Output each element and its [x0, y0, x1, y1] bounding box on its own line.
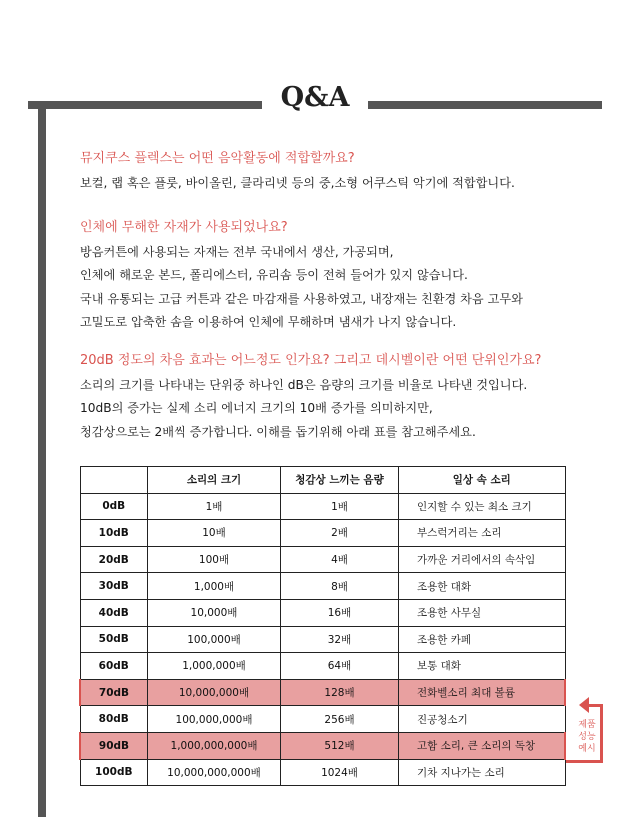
table-row [80, 493, 565, 520]
cell-example: 조용한 대화 [399, 573, 566, 600]
answer-line: 보컬, 랩 혹은 플룻, 바이올린, 클라리넷 등의 중,소형 어쿠스틱 악기에 적합합니다. [80, 176, 515, 190]
cell-example: 보통 대화 [399, 653, 566, 680]
cell-ratio: 100,000배 [148, 626, 281, 653]
qa-block-3 [80, 352, 610, 444]
cell-level: 40dB [80, 599, 148, 626]
page-title: Q&A [280, 82, 350, 113]
note-line: 예시 [578, 744, 596, 754]
annotation-bracket-bottom [566, 760, 603, 763]
annotation-arrow-icon [579, 697, 589, 713]
answer-1 [80, 172, 610, 195]
cell-ratio: 100,000,000배 [148, 706, 281, 733]
cell-ratio: 100배 [148, 546, 281, 573]
cell-example: 가까운 거리에서의 속삭임 [399, 546, 566, 573]
answer-line: 인체에 해로운 본드, 폴리에스터, 유리솜 등이 전혀 들어가 있지 않습니다. [80, 268, 468, 283]
cell-level: 100dB [80, 759, 148, 786]
cell-level: 90dB [80, 732, 148, 759]
cell-example: 인지할 수 있는 최소 크기 [399, 493, 566, 520]
answer-line: 고밀도로 압축한 솜을 이용하여 인체에 무해하며 냄새가 나지 않습니다. [80, 314, 457, 329]
answer-line: 국내 유통되는 고급 커튼과 같은 마감재를 사용하였고, 내장재는 친환경 차음 고무와 [80, 291, 523, 306]
cell-example: 조용한 사무실 [399, 599, 566, 626]
table-row [80, 573, 565, 600]
answer-line: 소리의 크기를 나타내는 단위중 하나인 dB은 음량의 크기를 비율로 나타낸 것입니다. [80, 378, 528, 392]
cell-perceived: 4배 [281, 546, 399, 573]
decibel-table [79, 466, 566, 786]
cell-level: 50dB [80, 626, 148, 653]
cell-level: 0dB [80, 493, 148, 520]
table-row [80, 626, 565, 653]
table-row [80, 759, 565, 786]
cell-example: 기차 지나가는 소리 [399, 759, 566, 786]
cell-perceived: 512배 [281, 732, 399, 759]
table-row [80, 546, 565, 573]
table-row [80, 679, 565, 706]
header-ratio: 소리의 크기 [148, 467, 281, 494]
header-perceived: 청감상 느끼는 음량 [281, 467, 399, 494]
cell-level: 20dB [80, 546, 148, 573]
table-row [80, 599, 565, 626]
cell-perceived: 64배 [281, 653, 399, 680]
cell-perceived: 2배 [281, 520, 399, 547]
cell-example: 진공청소기 [399, 706, 566, 733]
cell-example: 고함 소리, 큰 소리의 독창 [399, 732, 566, 759]
cell-perceived: 1배 [281, 493, 399, 520]
cell-ratio: 10,000,000,000배 [148, 759, 281, 786]
cell-ratio: 1,000배 [148, 573, 281, 600]
cell-perceived: 128배 [281, 679, 399, 706]
answer-line: 10dB의 증가는 실제 소리 에너지 크기의 10배 증가를 의미하지만, [80, 401, 433, 416]
table-row [80, 732, 565, 759]
table-row [80, 520, 565, 547]
cell-level: 70dB [80, 679, 148, 706]
cell-perceived: 1024배 [281, 759, 399, 786]
frame-top-left-bar [28, 101, 262, 109]
cell-example: 전화벨소리 최대 볼륨 [399, 679, 566, 706]
table-body [80, 493, 565, 786]
header-level [80, 467, 148, 494]
qa-block-1 [80, 150, 610, 195]
cell-ratio: 1,000,000,000배 [148, 732, 281, 759]
frame-left-bar [38, 101, 46, 817]
cell-ratio: 10,000배 [148, 599, 281, 626]
cell-level: 80dB [80, 706, 148, 733]
frame-top-right-bar [368, 101, 602, 109]
table-header-row [80, 467, 565, 494]
answer-line: 방음커튼에 사용되는 자재는 전부 국내에서 생산, 가공되며, [80, 245, 394, 259]
cell-ratio: 10,000,000배 [148, 679, 281, 706]
cell-ratio: 1배 [148, 493, 281, 520]
cell-perceived: 32배 [281, 626, 399, 653]
product-performance-note [574, 719, 600, 755]
annotation-bracket-vertical [600, 704, 603, 762]
table-row [80, 653, 565, 680]
question-1: 뮤지쿠스 플렉스는 어떤 음악활동에 적합할까요? [80, 151, 355, 166]
cell-level: 30dB [80, 573, 148, 600]
qa-block-2 [80, 219, 610, 334]
question-2: 인체에 무해한 자재가 사용되었나요? [80, 220, 288, 235]
answer-3 [80, 374, 610, 444]
cell-example: 부스럭거리는 소리 [399, 520, 566, 547]
answer-line: 청감상으로는 2배씩 증가합니다. 이해를 돕기위해 아래 표를 참고해주세요. [80, 424, 476, 439]
cell-ratio: 1,000,000배 [148, 653, 281, 680]
cell-perceived: 16배 [281, 599, 399, 626]
cell-perceived: 256배 [281, 706, 399, 733]
cell-level: 10dB [80, 520, 148, 547]
note-line: 제품 [578, 720, 596, 730]
table-row [80, 706, 565, 733]
cell-example: 조용한 카페 [399, 626, 566, 653]
note-line: 성능 [578, 732, 596, 742]
answer-2 [80, 241, 610, 334]
cell-ratio: 10배 [148, 520, 281, 547]
cell-level: 60dB [80, 653, 148, 680]
cell-perceived: 8배 [281, 573, 399, 600]
question-3: 20dB 정도의 차음 효과는 어느정도 인가요? 그리고 데시벨이란 어떤 단위인가요? [80, 353, 542, 368]
header-example: 일상 속 소리 [399, 467, 566, 494]
